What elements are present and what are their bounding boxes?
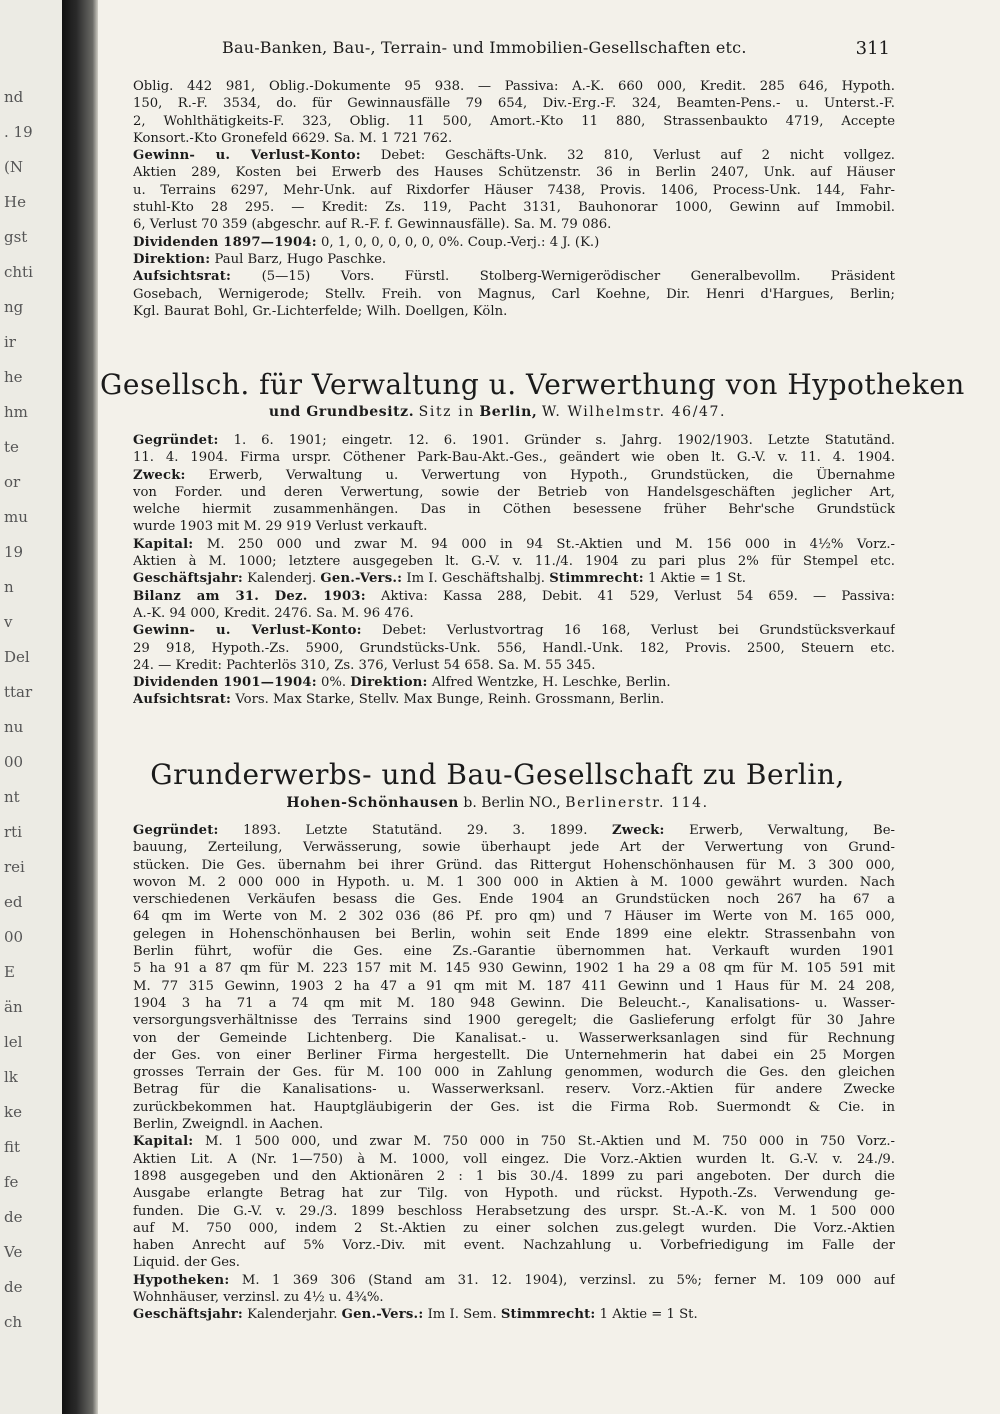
- field-text: versorgungsverhältnisse des Terrains sind 1900 geregelt; die Gaslieferung erfolgt für 30 Jahre: [133, 1013, 895, 1029]
- text-line: [133, 536, 895, 553]
- text-line: [133, 891, 895, 908]
- text-line: Debet: Geschäfts-Unk. 32 810, Verlust auf 2 nicht vollgez.: [380, 148, 895, 164]
- field-label: Gen.-Vers.:: [341, 1307, 424, 1323]
- field-label: Dividenden 1901—1904:: [133, 675, 317, 691]
- field-label: Gewinn- u. Verlust-Konto:: [133, 623, 362, 639]
- book-binding-gutter: [62, 0, 98, 1414]
- dividends-text: 0, 1, 0, 0, 0, 0, 0, 0%. Coup.-Verj.: 4 J. (K.): [320, 234, 600, 250]
- text-line: Aktien 289, Kosten bei Erwerb des Hauses Schützenstr. 36 in Berlin 2407, Unk. auf Häuser: [133, 165, 895, 181]
- text-line: [133, 1151, 895, 1168]
- prev-page-fragment: he: [4, 368, 23, 386]
- section-continuation: [133, 78, 895, 320]
- field-text: funden. Die G.-V. v. 29./3. 1899 beschloss Herabsetzung des urspr. St.-A.-K. von M. 1 500 000: [133, 1203, 895, 1219]
- text-line: [133, 1116, 895, 1133]
- text-line: [133, 501, 895, 518]
- text-line: [133, 960, 895, 977]
- text-line: [133, 978, 895, 995]
- prev-page-fragment: nd: [4, 88, 24, 106]
- page: [100, 0, 1000, 1414]
- field-text: A.-K. 94 000, Kredit. 2476. Sa. M. 96 476.: [133, 605, 414, 621]
- subtitle-location: b. Berlin NO.,: [463, 795, 561, 811]
- text-line: Konsort.-Kto Gronefeld 6629. Sa. M. 1 721 762.: [133, 130, 453, 146]
- subtitle-bold: Hohen-Schönhausen: [286, 795, 459, 811]
- company2-body: [133, 432, 895, 709]
- field-text: Debet: Verlustvortrag 16 168, Verlust bei Grundstücksverkauf: [361, 623, 895, 639]
- board-label: Aufsichtsrat:: [133, 269, 232, 285]
- field-text: Aktiva: Kassa 288, Debit. 41 529, Verlust 54 659. — Passiva:: [365, 588, 895, 604]
- text-line: [133, 1272, 895, 1289]
- field-text: von Forder. und deren Verwertung, sowie der Betrieb von Handelsgeschäften jeglicher Art,: [133, 484, 895, 500]
- text-line: [133, 1254, 895, 1271]
- text-line: [133, 908, 895, 925]
- gv-label: Gewinn- u. Verlust-Konto:: [133, 148, 361, 164]
- field-text: haben Anrecht auf 5% Vorz.-Div. mit event. Nachzahlung u. Vorbefriedigung im Falle der: [133, 1238, 895, 1254]
- prev-page-fragment: E: [4, 963, 15, 981]
- text-line: [133, 1220, 895, 1237]
- text-line: [133, 943, 895, 960]
- prev-page-fragment: v: [4, 613, 13, 631]
- prev-page-fragment: rti: [4, 823, 22, 841]
- field-text: Berlin führt, wofür die Ges. eine Zs.-Garantie übernommen hat. Verkauft wurden 1901: [133, 944, 895, 960]
- company-subtitle: [100, 795, 895, 811]
- field-text: Vors. Max Starke, Stellv. Max Bunge, Reinh. Grossmann, Berlin.: [231, 692, 665, 708]
- field-text: Betrag für die Kanalisations- u. Wasserwerksanl. reserv. Vorz.-Aktien für andere Zwecke: [133, 1082, 895, 1098]
- field-label: Geschäftsjahr:: [133, 571, 243, 587]
- field-label: Kapital:: [133, 536, 194, 552]
- field-text: stücken. Die Ges. übernahm bei ihrer Gründ. das Rittergut Hohenschönhausen für M. 3 300 000,: [133, 857, 895, 873]
- prev-page-fragment: nu: [4, 718, 24, 736]
- direction-label: Direktion:: [133, 251, 211, 267]
- text-line: [133, 1168, 895, 1185]
- prev-page-fragment: nt: [4, 788, 20, 806]
- prev-page-fragment: Ve: [4, 1243, 23, 1261]
- field-text: 5 ha 91 a 87 qm für M. 223 157 mit M. 145 930 Gewinn, 1902 1 ha 29 a 08 qm für M. 105 591 mit: [133, 961, 895, 977]
- subtitle-bold: und Grundbesitz.: [268, 404, 415, 420]
- text-line: [133, 839, 895, 856]
- text-line: [133, 553, 895, 570]
- field-text: zurückbekommen hat. Hauptgläubigerin der Ges. ist die Firma Rob. Suermondt & Cie. in: [133, 1099, 895, 1115]
- text-line: [133, 518, 895, 535]
- prev-page-fragment: chti: [4, 263, 33, 281]
- field-text: 11. 4. 1904. Firma urspr. Cöthener Park-Bau-Akt.-Ges., geändert wie oben lt. G.-V. v. 11. 4. 1904.: [133, 450, 895, 466]
- prev-page-fragment: 00: [4, 753, 24, 771]
- text-line: 150, R.-F. 3534, do. für Gewinnausfälle 79 654, Div.-Erg.-F. 324, Beamten-Pens.- u. Unterst.-F.: [133, 96, 895, 112]
- prev-page-fragment: ch: [4, 1313, 23, 1331]
- field-text: Alfred Wentzke, H. Leschke, Berlin.: [427, 675, 671, 691]
- field-label: Stimmrecht:: [500, 1307, 596, 1323]
- subtitle-address: Berlinerstr. 114.: [565, 795, 709, 811]
- field-label: Hypotheken:: [133, 1272, 230, 1288]
- dividends-label: Dividenden 1897—1904:: [133, 234, 317, 250]
- field-text: 1893. Letzte Statutänd. 29. 3. 1899.: [218, 823, 612, 838]
- prev-page-fragment: Del: [4, 648, 30, 666]
- prev-page-fragment: n: [4, 578, 14, 596]
- text-line: Kgl. Baurat Bohl, Gr.-Lichterfelde; Wilh. Doellgen, Köln.: [133, 303, 508, 319]
- company3-body: [133, 822, 895, 1324]
- field-text: Erwerb, Verwaltung u. Verwertung von Hypoth., Grundstücken, die Übernahme: [185, 467, 895, 483]
- previous-page-edge: [0, 0, 64, 1414]
- text-line: [133, 1203, 895, 1220]
- field-label: Stimmrecht:: [549, 571, 644, 587]
- field-label: Zweck:: [133, 467, 186, 483]
- text-line: [133, 1099, 895, 1116]
- text-line: [133, 995, 895, 1012]
- field-label: Direktion:: [350, 675, 428, 691]
- field-text: 1898 ausgegeben und den Aktionären 2 : 1 bis 30./4. 1899 zu pari angeboten. Der durch die: [133, 1168, 895, 1184]
- prev-page-fragment: ke: [4, 1103, 22, 1121]
- text-line: [133, 1237, 895, 1254]
- field-text: 29 918, Hypoth.-Zs. 5900, Grundstücks-Unk. 556, Handl.-Unk. 182, Provis. 2500, Steuern etc.: [133, 640, 895, 656]
- field-label: Aufsichtsrat:: [133, 692, 232, 708]
- field-label: Gen.-Vers.:: [320, 571, 403, 587]
- field-text: von der Gemeinde Lichtenberg. Die Kanalisat.- u. Wasserwerksanlagen sind für Rechnung: [133, 1030, 895, 1046]
- text-line: [133, 1306, 895, 1323]
- field-text: M. 77 315 Gewinn, 1903 2 ha 47 a 91 qm mit M. 187 411 Gewinn und 1 Haus für M. 24 208,: [133, 978, 895, 994]
- field-text: der Ges. von einer Berliner Firma hergestellt. Die Unternehmerin hat dabei ein 25 Morgen: [133, 1047, 895, 1063]
- text-line: [133, 1012, 895, 1029]
- text-line: [133, 432, 895, 449]
- field-label: Kapital:: [133, 1134, 194, 1150]
- prev-page-fragment: . 19: [4, 123, 33, 141]
- text-line: [133, 1047, 895, 1064]
- text-line: [133, 1064, 895, 1081]
- field-text: M. 250 000 und zwar M. 94 000 in 94 St.-Aktien und M. 156 000 in 4½% Vorz.-: [193, 536, 895, 552]
- text-line: Oblig. 442 981, Oblig.-Dokumente 95 938. — Passiva: A.-K. 660 000, Kredit. 285 646, Hypoth.: [133, 79, 895, 94]
- text-line: [133, 449, 895, 466]
- field-label: Zweck:: [611, 823, 665, 838]
- prev-page-fragment: än: [4, 998, 23, 1016]
- field-text: wovon M. 2 000 000 in Hypoth. u. M. 1 300 000 in Aktien à M. 1000 gewährt wurden. Nach: [133, 874, 895, 890]
- text-line: [133, 467, 895, 484]
- prev-page-fragment: de: [4, 1278, 23, 1296]
- prev-page-fragment: fe: [4, 1173, 19, 1191]
- field-text: Ausgabe erlangte Betrag hat zur Tilg. von Hypoth. und rückst. Hypoth.-Zs. Verwendung ge-: [133, 1186, 895, 1202]
- text-line: [133, 874, 895, 891]
- text-line: u. Terrains 6297, Mehr-Unk. auf Rixdorfer Häuser 7438, Provis. 1406, Process-Unk. 144, Fahr-: [133, 182, 895, 198]
- field-text: welche hiermit zusammenhängen. Das in Cöthen besessene früher Behr'sche Grundstück: [133, 502, 895, 518]
- prev-page-fragment: te: [4, 438, 19, 456]
- text-line: [133, 640, 895, 657]
- text-line: [133, 1030, 895, 1047]
- text-line: [133, 857, 895, 874]
- field-text: auf M. 750 000, indem 2 St.-Aktien zu einer solchen zus.gelegt wurden. Die Vorz.-Aktien: [133, 1220, 895, 1236]
- field-text: M. 1 369 306 (Stand am 31. 12. 1904), verzinsl. zu 5%; ferner M. 109 000 auf: [229, 1272, 895, 1288]
- prev-page-fragment: fit: [4, 1138, 21, 1156]
- field-label: Bilanz am 31. Dez. 1903:: [133, 588, 366, 604]
- field-text: Aktien à M. 1000; letztere ausgegeben lt. G.-V. v. 11./4. 1904 zu pari plus 2% für Stempel etc.: [133, 554, 895, 570]
- text-line: [133, 674, 895, 691]
- prev-page-fragment: rei: [4, 858, 25, 876]
- prev-page-fragment: de: [4, 1208, 23, 1226]
- field-text: 1. 6. 1901; eingetr. 12. 6. 1901. Gründer s. Jahrg. 1902/1903. Letzte Statutänd.: [218, 433, 895, 448]
- field-text: 1 Aktie = 1 St.: [643, 571, 746, 587]
- text-line: [133, 588, 895, 605]
- subtitle-city: Berlin,: [479, 404, 538, 420]
- field-text: Im I. Sem.: [423, 1307, 501, 1323]
- prev-page-fragment: 19: [4, 543, 24, 561]
- field-text: 64 qm im Werte von M. 2 302 036 (86 Pf. pro qm) und 7 Häuser im Werte von M. 165 000,: [133, 909, 895, 925]
- prev-page-fragment: ttar: [4, 683, 33, 701]
- text-line: [133, 657, 895, 674]
- field-text: 0%.: [316, 675, 351, 691]
- text-line: 6, Verlust 70 359 (abgeschr. auf R.-F. f. Gewinnausfälle). Sa. M. 79 086.: [133, 217, 612, 233]
- text-line: Gosebach, Wernigerode; Stellv. Freih. von Magnus, Carl Koehne, Dir. Henri d'Hargues, Berlin;: [133, 286, 895, 302]
- field-text: Erwerb, Verwaltung, Be-: [664, 823, 895, 838]
- field-label: Gegründet:: [133, 823, 219, 838]
- company-title: Grunderwerbs- und Bau-Gesellschaft zu Berlin,: [150, 758, 845, 791]
- prev-page-fragment: hm: [4, 403, 28, 421]
- field-text: bauung, Zerteilung, Verwässerung, sowie überhaupt jede Art der Verwertung von Grund-: [133, 840, 895, 856]
- field-text: 1 Aktie = 1 St.: [595, 1307, 698, 1323]
- direction-text: Paul Barz, Hugo Paschke.: [214, 251, 387, 267]
- prev-page-fragment: lel: [4, 1033, 23, 1051]
- running-head: Bau-Banken, Bau-, Terrain- und Immobilien-Gesellschaften etc.: [222, 38, 747, 57]
- text-line: [133, 605, 895, 622]
- field-text: Kalenderjahr.: [242, 1307, 342, 1323]
- company-subtitle: [100, 404, 895, 420]
- text-line: stuhl-Kto 28 295. — Kredit: Zs. 119, Pacht 3131, Bauhonorar 1000, Gewinn auf Immobil.: [133, 200, 895, 216]
- field-label: Gegründet:: [133, 433, 219, 448]
- prev-page-fragment: (N: [4, 158, 23, 176]
- prev-page-fragment: gst: [4, 228, 28, 246]
- prev-page-fragment: He: [4, 193, 26, 211]
- field-text: Wohnhäuser, verzinsl. zu 4½ u. 4¾%.: [133, 1290, 384, 1306]
- field-text: grosses Terrain der Ges. für M. 100 000 in Zahlung genommen, wodurch die Ges. den gleichen: [133, 1065, 895, 1081]
- subtitle-address: W. Wilhelmstr. 46/47.: [541, 404, 727, 420]
- prev-page-fragment: or: [4, 473, 21, 491]
- field-label: Geschäftsjahr:: [133, 1307, 243, 1323]
- prev-page-fragment: lk: [4, 1068, 18, 1086]
- field-text: Berlin, Zweigndl. in Aachen.: [133, 1117, 324, 1133]
- prev-page-fragment: mu: [4, 508, 28, 526]
- text-line: [133, 1289, 895, 1306]
- field-text: 1904 3 ha 71 a 74 qm mit M. 180 948 Gewinn. Die Beleucht.-, Kanalisations- u. Wasser-: [133, 995, 895, 1011]
- prev-page-fragment: ng: [4, 298, 24, 316]
- text-line: [133, 570, 895, 587]
- text-line: [133, 1081, 895, 1098]
- text-line: [133, 822, 895, 839]
- text-line: [133, 926, 895, 943]
- page-number: 311: [855, 38, 890, 59]
- text-line: [133, 484, 895, 501]
- subtitle-seat: Sitz in: [418, 404, 475, 420]
- field-text: Aktien Lit. A (Nr. 1—750) à M. 1000, voll eingez. Die Vorz.-Aktien wurden lt. G.-V. v. 24./9.: [133, 1151, 895, 1167]
- field-text: 24. — Kredit: Pachterlös 310, Zs. 376, Verlust 54 658. Sa. M. 55 345.: [133, 657, 596, 673]
- text-line: [133, 622, 895, 639]
- field-text: Liquid. der Ges.: [133, 1255, 240, 1271]
- field-text: Kalenderj.: [242, 571, 321, 587]
- text-line: [133, 691, 895, 708]
- text-line: (5—15) Vors. Fürstl. Stolberg-Wernigerödischer Generalbevollm. Präsident: [261, 269, 895, 285]
- field-text: Im I. Geschäftshalbj.: [402, 571, 550, 587]
- company-title: Gesellsch. für Verwaltung u. Verwerthung von Hypotheken: [100, 368, 965, 401]
- prev-page-fragment: ir: [4, 333, 16, 351]
- text-line: 2, Wohlthätigkeits-F. 323, Oblig. 11 500, Amort.-Kto 11 880, Strassenbaukto 4719, Accepte: [133, 113, 895, 129]
- field-text: wurde 1903 mit M. 29 919 Verlust verkauft.: [133, 519, 428, 535]
- field-text: gelegen in Hohenschönhausen bei Berlin, wohin seit Ende 1899 eine elektr. Strassenbahn von: [133, 926, 895, 942]
- prev-page-fragment: ed: [4, 893, 23, 911]
- text-line: [133, 1185, 895, 1202]
- field-text: verschiedenen Verkäufen besass die Ges. Ende 1904 an Grundstücken noch 267 ha 67 a: [133, 892, 895, 908]
- field-text: M. 1 500 000, und zwar M. 750 000 in 750 St.-Aktien und M. 750 000 in 750 Vorz.-: [193, 1134, 895, 1150]
- prev-page-fragment: 00: [4, 928, 24, 946]
- text-line: [133, 1133, 895, 1150]
